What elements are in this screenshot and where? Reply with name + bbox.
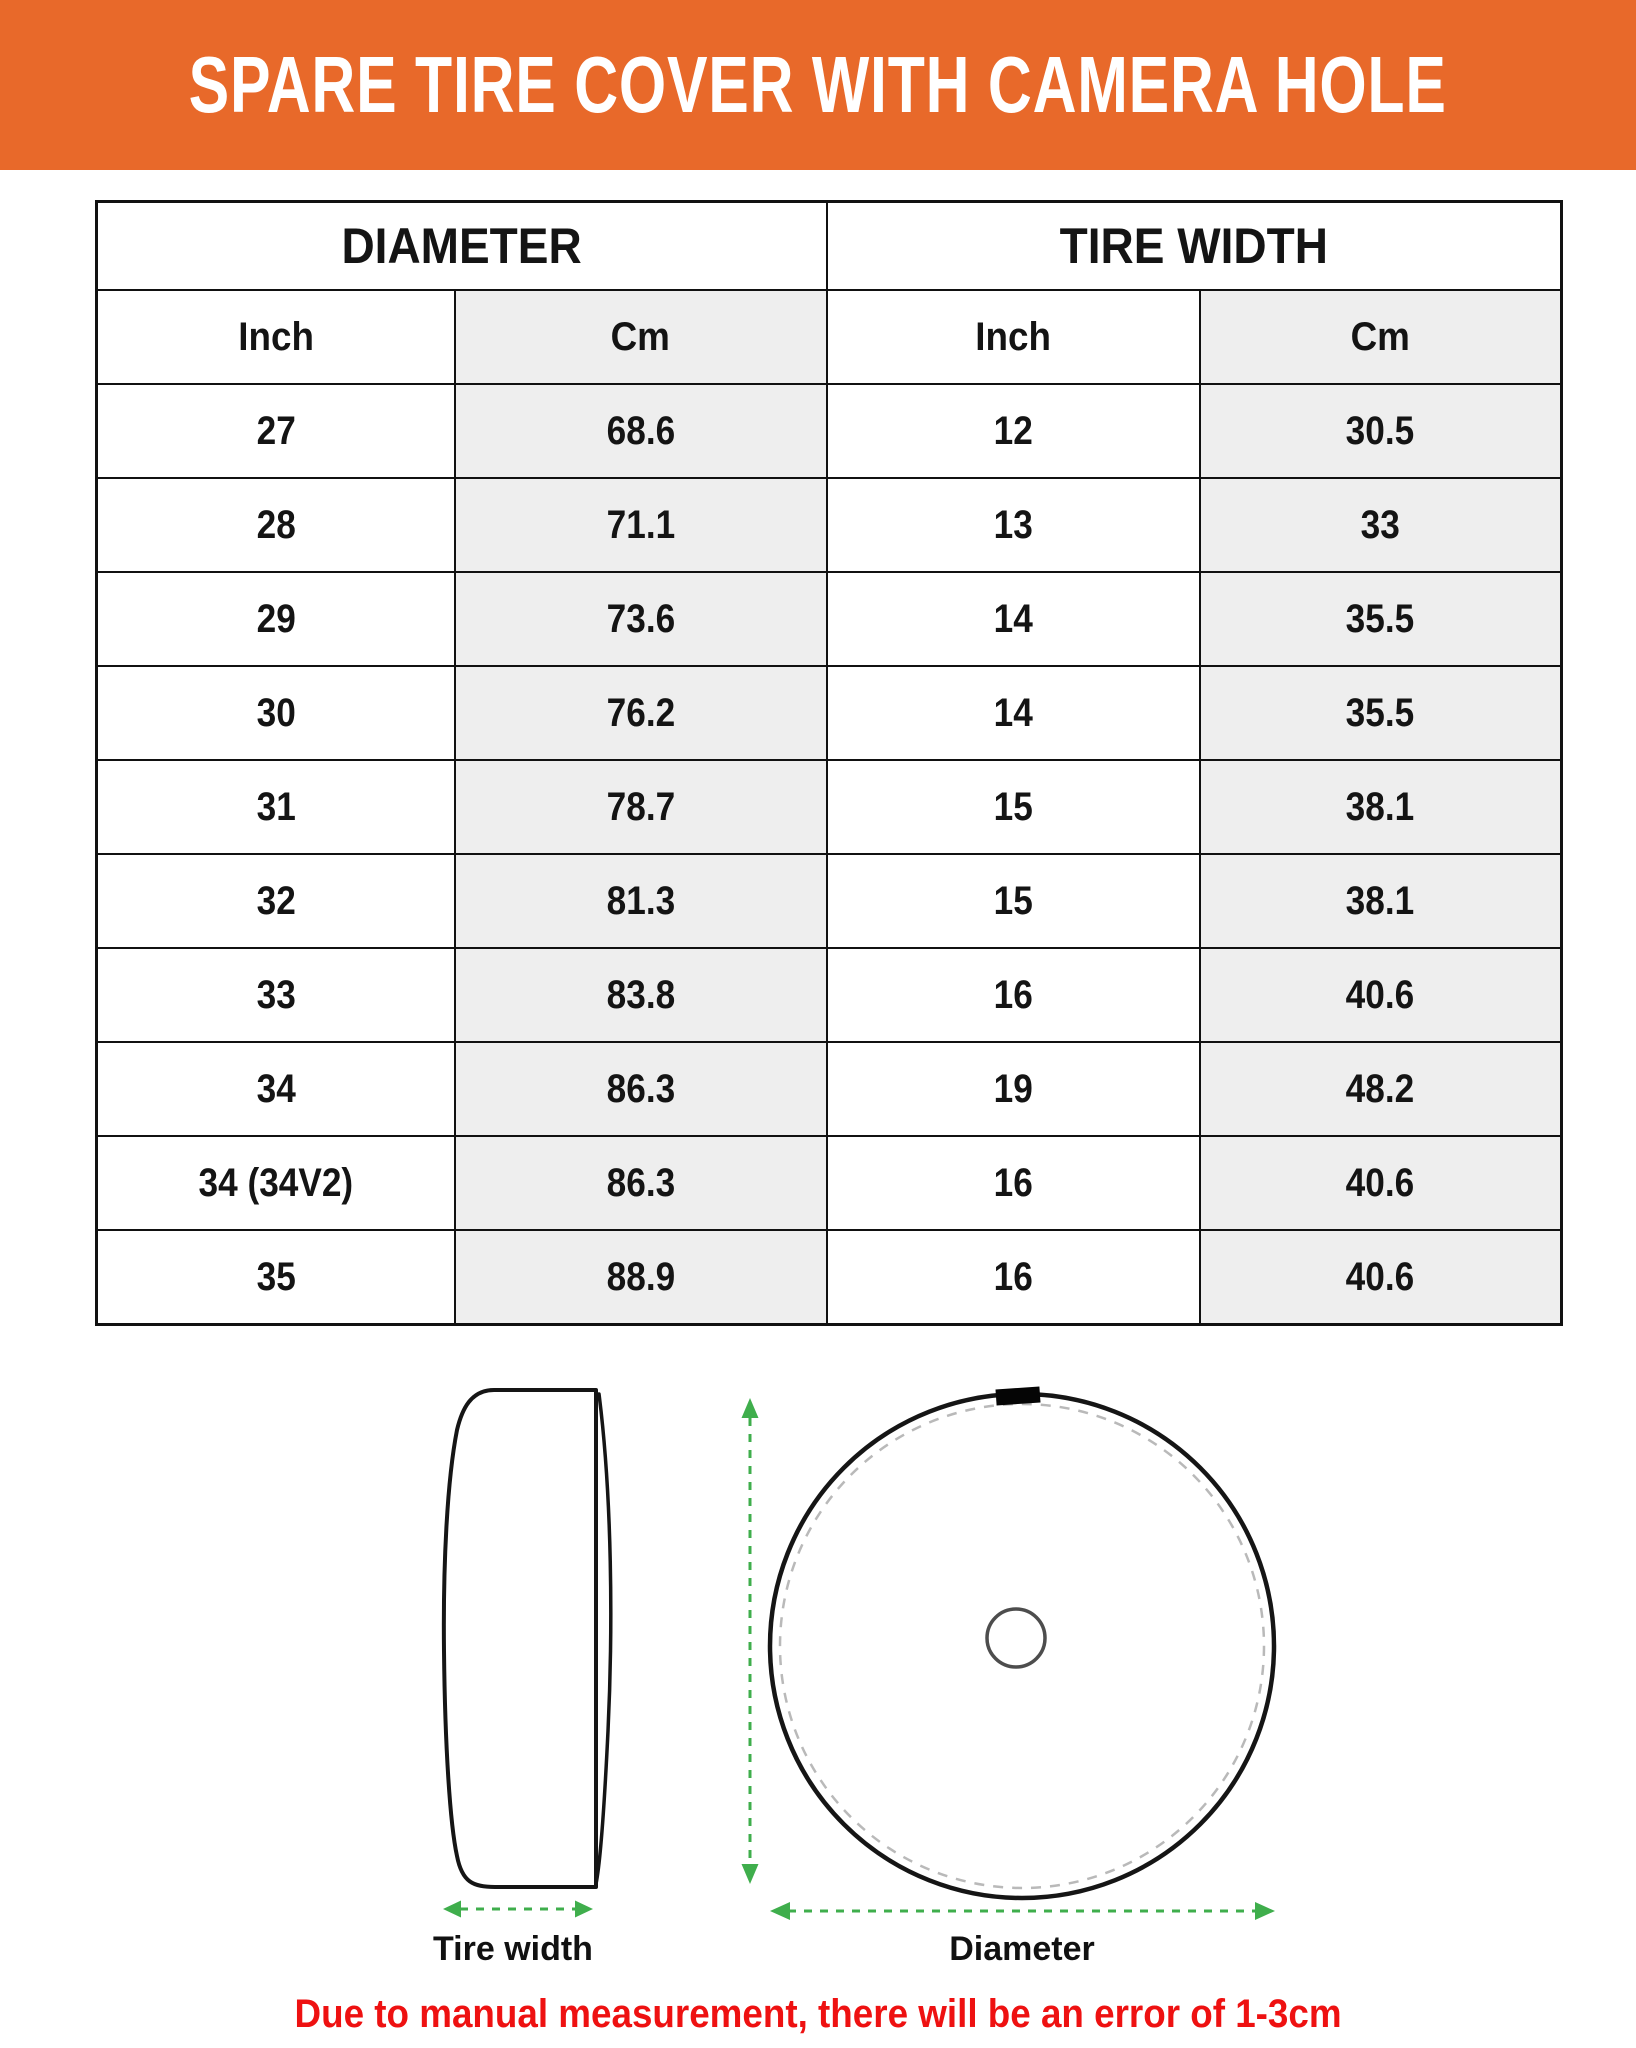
cell-width-inch: [827, 1042, 1200, 1136]
table-row: [97, 948, 1562, 1042]
cell-diameter-inch: [97, 384, 455, 478]
cell-value: 35.5: [1346, 690, 1415, 735]
tire-width-header-label: TIRE WIDTH: [1059, 218, 1328, 274]
cell-diameter-inch: [97, 948, 455, 1042]
tire-width-label: Tire width: [433, 1930, 593, 1968]
cell-width-cm: [1200, 854, 1562, 948]
cell-diameter-cm: [455, 948, 827, 1042]
diameter-label: Diameter: [949, 1930, 1095, 1968]
cell-value: 81.3: [606, 878, 675, 923]
size-table: [95, 200, 1563, 1326]
subheader-width-cm: Cm: [1200, 290, 1562, 384]
measurement-note: [0, 1992, 1636, 2037]
page-title: SPARE TIRE COVER WITH CAMERA HOLE: [189, 40, 1448, 129]
cell-value: 13: [993, 502, 1033, 547]
hanger-tab: [995, 1386, 1040, 1405]
cell-value: 14: [993, 596, 1033, 641]
cell-value: 73.6: [606, 596, 675, 641]
col-group-diameter: [97, 202, 827, 291]
cell-diameter-inch: [97, 1230, 455, 1325]
cell-width-inch: [827, 1230, 1200, 1325]
cell-value: 15: [993, 784, 1033, 829]
cell-diameter-cm: [455, 478, 827, 572]
cell-width-inch: [827, 760, 1200, 854]
cell-width-inch: [827, 854, 1200, 948]
table-row: [97, 478, 1562, 572]
cell-width-inch: [827, 948, 1200, 1042]
cell-width-inch: [827, 384, 1200, 478]
cell-value: 34: [256, 1066, 296, 1111]
cell-width-inch: [827, 572, 1200, 666]
cell-value: 68.6: [606, 408, 675, 453]
side-view-outline: [444, 1390, 596, 1887]
cell-value: 29: [256, 596, 296, 641]
cell-value: 83.8: [606, 972, 675, 1017]
cell-value: 76.2: [606, 690, 675, 735]
cell-diameter-cm: [455, 1042, 827, 1136]
cell-diameter-cm: [455, 572, 827, 666]
subheader-diameter-inch: Inch: [97, 290, 455, 384]
col-group-tire-width: [827, 202, 1562, 291]
cell-width-cm: [1200, 666, 1562, 760]
cell-value: 33: [256, 972, 296, 1017]
cell-value: 38.1: [1346, 878, 1415, 923]
cell-value: 16: [993, 972, 1033, 1017]
cell-width-cm: [1200, 1042, 1562, 1136]
diameter-arrow: [770, 1902, 1275, 1920]
cell-width-cm: [1200, 1136, 1562, 1230]
cell-diameter-inch: [97, 1042, 455, 1136]
cell-diameter-cm: [455, 1136, 827, 1230]
cell-value: 16: [993, 1254, 1033, 1299]
table-row: [97, 1042, 1562, 1136]
table-row: [97, 1136, 1562, 1230]
cell-value: 30: [256, 690, 296, 735]
camera-hole: [987, 1609, 1045, 1667]
cover-side-view: [444, 1390, 611, 1887]
cell-width-cm: [1200, 572, 1562, 666]
cell-value: 31: [256, 784, 296, 829]
cell-diameter-cm: [455, 760, 827, 854]
side-view-face-curve: [596, 1394, 611, 1884]
cell-value: 48.2: [1346, 1066, 1415, 1111]
cell-diameter-cm: [455, 384, 827, 478]
table-row: [97, 572, 1562, 666]
cell-diameter-inch: [97, 478, 455, 572]
group-header-row: [97, 202, 1562, 291]
cell-value: 35.5: [1346, 596, 1415, 641]
table-row: [97, 1230, 1562, 1325]
sub-header-row: [97, 290, 1562, 384]
cell-width-cm: [1200, 384, 1562, 478]
cell-width-inch: [827, 1136, 1200, 1230]
cell-value: 19: [993, 1066, 1033, 1111]
cell-value: 86.3: [606, 1066, 675, 1111]
cell-diameter-inch: [97, 854, 455, 948]
cell-width-inch: [827, 666, 1200, 760]
cell-value: 86.3: [606, 1160, 675, 1205]
cell-value: 30.5: [1346, 408, 1415, 453]
cell-value: 35: [256, 1254, 296, 1299]
subheader-width-inch: Inch: [827, 290, 1200, 384]
cell-value: 32: [256, 878, 296, 923]
cell-width-cm: [1200, 948, 1562, 1042]
size-table-wrap: [95, 200, 1560, 1326]
measurement-diagram: [0, 1326, 1636, 1986]
cell-diameter-inch: [97, 1136, 455, 1230]
cell-value: 33: [1360, 502, 1400, 547]
cell-width-cm: [1200, 478, 1562, 572]
table-row: [97, 854, 1562, 948]
cell-diameter-inch: [97, 760, 455, 854]
table-row: [97, 666, 1562, 760]
cell-value: 15: [993, 878, 1033, 923]
cell-value: 14: [993, 690, 1033, 735]
cell-diameter-inch: [97, 666, 455, 760]
measurement-note-text: Due to manual measurement, there will be an error of 1-3cm: [294, 1992, 1342, 2036]
cell-value: 88.9: [606, 1254, 675, 1299]
cell-width-cm: [1200, 760, 1562, 854]
cell-value: 40.6: [1346, 972, 1415, 1017]
height-arrow: [742, 1398, 759, 1884]
cell-diameter-cm: [455, 666, 827, 760]
subheader-diameter-cm: Cm: [455, 290, 827, 384]
cell-value: 40.6: [1346, 1254, 1415, 1299]
cell-value: 12: [993, 408, 1033, 453]
table-row: [97, 760, 1562, 854]
cell-width-cm: [1200, 1230, 1562, 1325]
cell-value: 38.1: [1346, 784, 1415, 829]
cell-diameter-cm: [455, 1230, 827, 1325]
cell-diameter-cm: [455, 854, 827, 948]
diameter-header-label: DIAMETER: [341, 218, 582, 274]
cell-value: 28: [256, 502, 296, 547]
table-row: [97, 384, 1562, 478]
cell-value: 40.6: [1346, 1160, 1415, 1205]
cell-value: 16: [993, 1160, 1033, 1205]
cell-value: 27: [256, 408, 296, 453]
cell-value: 34 (34V2): [198, 1160, 354, 1205]
cell-value: 71.1: [606, 502, 675, 547]
cell-width-inch: [827, 478, 1200, 572]
tire-width-arrow: [443, 1901, 593, 1918]
cover-front-view: [770, 1386, 1274, 1898]
size-table-body: [97, 384, 1562, 1325]
title-banner: [0, 0, 1636, 170]
cell-value: 78.7: [606, 784, 675, 829]
cell-diameter-inch: [97, 572, 455, 666]
